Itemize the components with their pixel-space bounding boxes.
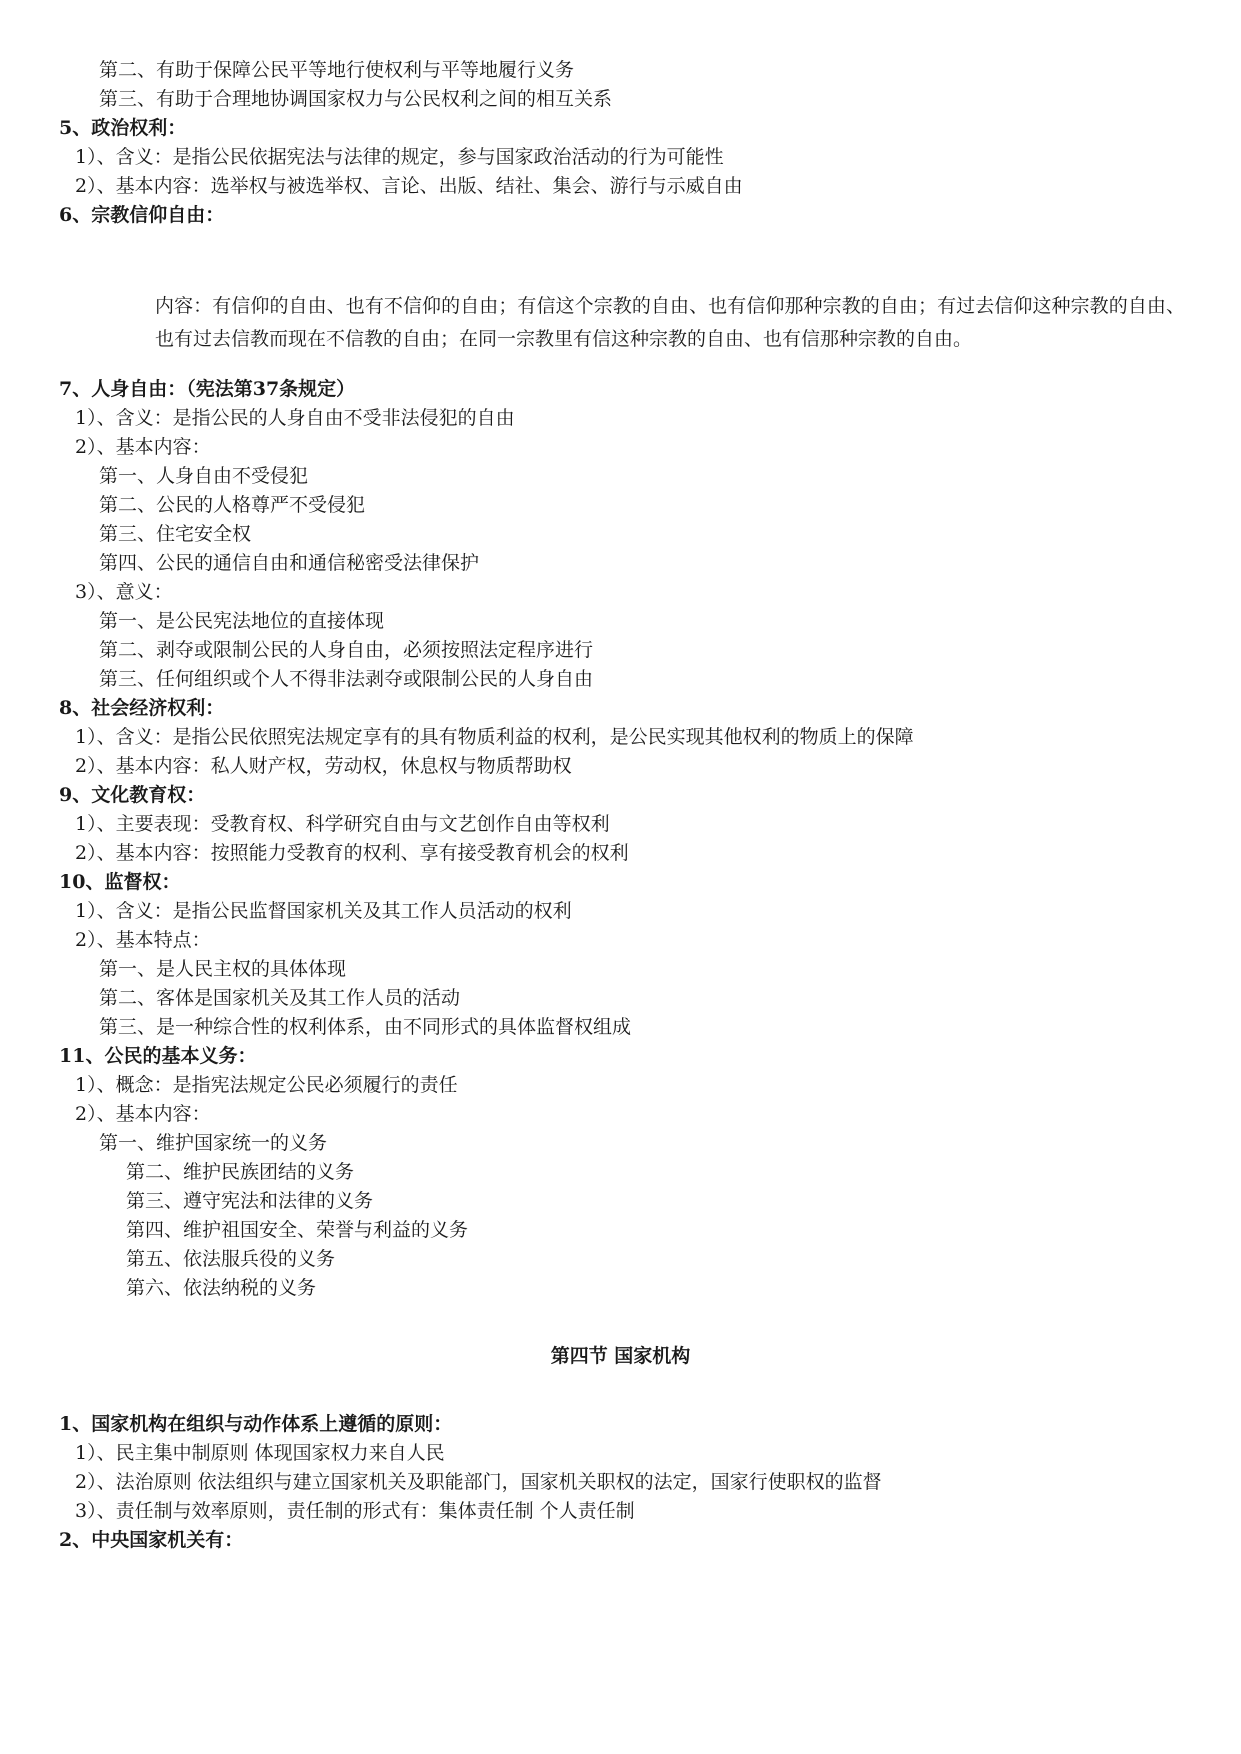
text-line: 2）、基本特点：	[75, 929, 211, 951]
text-line: 2）、基本内容：	[75, 436, 211, 458]
section-heading: 2、中央国家机关有：	[59, 1529, 244, 1551]
text-line: 1）、概念：是指宪法规定公民必须履行的责任	[75, 1074, 458, 1096]
text-line: 2）、基本内容：选举权与被选举权、言论、出版、结社、集会、游行与示威自由	[75, 175, 743, 197]
text-line: 2）、法治原则 依法组织与建立国家机关及职能部门，国家机关职权的法定，国家行使职权的监督	[75, 1471, 882, 1493]
text-line: 第一、维护国家统一的义务	[99, 1132, 328, 1154]
section-heading: 1、国家机构在组织与动作体系上遵循的原则：	[59, 1413, 453, 1435]
text-line: 第三、有助于合理地协调国家权力与公民权利之间的相互关系	[99, 88, 613, 110]
text-line: 1）、含义：是指公民依据宪法与法律的规定，参与国家政治活动的行为可能性	[75, 146, 724, 168]
text-line: 第三、是一种综合性的权利体系，由不同形式的具体监督权组成	[99, 1016, 632, 1038]
text-line: 第二、客体是国家机关及其工作人员的活动	[99, 987, 461, 1009]
text-line: 第三、遵守宪法和法律的义务	[126, 1190, 374, 1212]
chapter-heading: 第四节 国家机构	[550, 1345, 691, 1367]
text-line: 2）、基本内容：按照能力受教育的权利、享有接受教育机会的权利	[75, 842, 629, 864]
text-line: 第四、维护祖国安全、荣誉与利益的义务	[126, 1219, 469, 1241]
section-heading: 5、政治权利：	[59, 117, 187, 139]
section-heading: 11、公民的基本义务：	[59, 1045, 257, 1067]
text-line: 第三、任何组织或个人不得非法剥夺或限制公民的人身自由	[99, 668, 594, 690]
text-line: 1）、民主集中制原则 体现国家权力来自人民	[75, 1442, 445, 1464]
paragraph: 内容：有信仰的自由、也有不信仰的自由；有信这个宗教的自由、也有信仰那种宗教的自由；有过去信仰这种宗教的自由、也有过去信教而现在不信教的自由；在同一宗教里有信这种宗教的自由、也有信那种宗教的自由。	[155, 295, 1185, 350]
text-line: 1）、含义：是指公民监督国家机关及其工作人员活动的权利	[75, 900, 572, 922]
text-line: 1）、主要表现：受教育权、科学研究自由与文艺创作自由等权利	[75, 813, 610, 835]
text-line: 第三、住宅安全权	[99, 523, 252, 545]
text-line: 第二、剥夺或限制公民的人身自由，必须按照法定程序进行	[99, 639, 594, 661]
text-line: 第二、维护民族团结的义务	[126, 1161, 355, 1183]
text-line: 第一、人身自由不受侵犯	[99, 465, 309, 487]
section-heading: 6、宗教信仰自由：	[59, 204, 225, 226]
text-line: 1）、含义：是指公民依照宪法规定享有的具有物质利益的权利，是公民实现其他权利的物质上的保障	[75, 726, 914, 748]
text-line: 第一、是人民主权的具体体现	[99, 958, 347, 980]
text-line: 3）、责任制与效率原则，责任制的形式有：集体责任制 个人责任制	[75, 1500, 635, 1522]
text-line: 1）、含义：是指公民的人身自由不受非法侵犯的自由	[75, 407, 515, 429]
section-heading: 7、人身自由：（宪法第37条规定）	[59, 378, 356, 400]
text-line: 第四、公民的通信自由和通信秘密受法律保护	[99, 552, 480, 574]
text-line: 3）、意义：	[75, 581, 173, 603]
text-line: 第一、是公民宪法地位的直接体现	[99, 610, 385, 632]
text-line: 2）、基本内容：私人财产权，劳动权，休息权与物质帮助权	[75, 755, 572, 777]
section-heading: 8、社会经济权利：	[59, 697, 225, 719]
text-line: 2）、基本内容：	[75, 1103, 211, 1125]
text-line: 第二、有助于保障公民平等地行使权利与平等地履行义务	[99, 59, 575, 81]
section-heading: 9、文化教育权：	[59, 784, 206, 806]
text-line: 第二、公民的人格尊严不受侵犯	[99, 494, 366, 516]
text-line: 第五、依法服兵役的义务	[126, 1248, 336, 1270]
section-heading: 10、监督权：	[59, 871, 181, 893]
text-line: 第六、依法纳税的义务	[126, 1277, 317, 1299]
